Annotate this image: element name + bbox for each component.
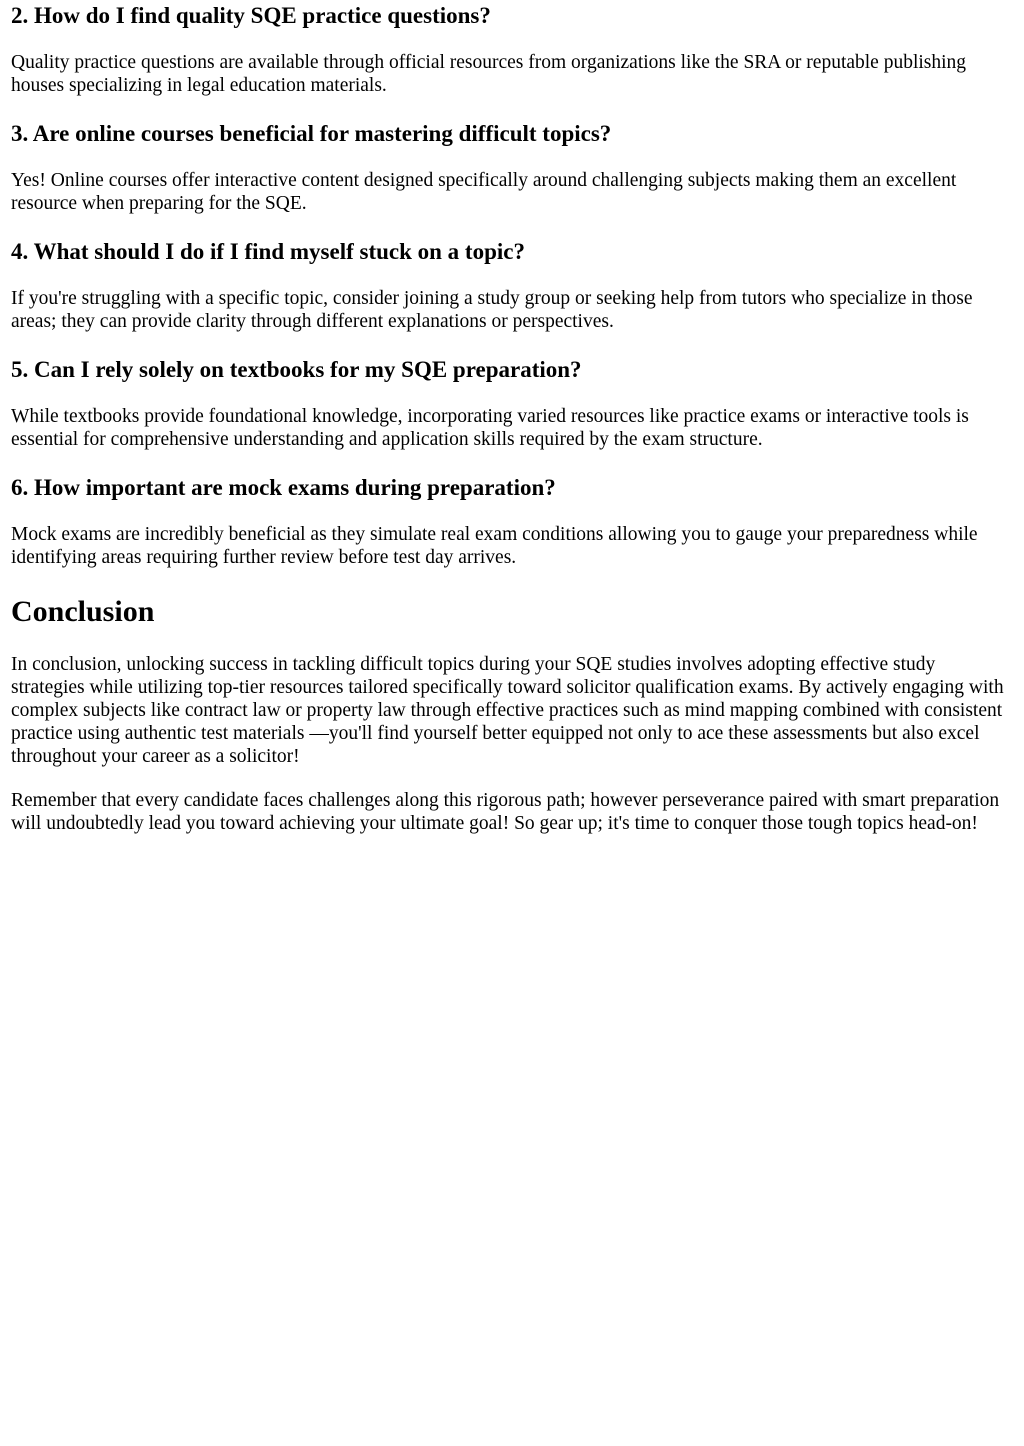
faq-item (11, 238, 1013, 333)
faq-item (11, 120, 1013, 215)
faq-answer: Mock exams are incredibly beneficial as they simulate real exam conditions allowing you to gauge your preparedness while identifying areas requiring further review before test day arrives. (11, 524, 978, 568)
faq-item (11, 474, 1013, 569)
faq-question: 6. How important are mock exams during preparation? (11, 475, 556, 500)
faq-question: 3. Are online courses beneficial for mastering difficult topics? (11, 121, 612, 146)
faq-question: 4. What should I do if I find myself stuck on a topic? (11, 239, 525, 264)
faq-answer: Yes! Online courses offer interactive content designed specifically around challenging subjects making them an excellent resource when preparing for the SQE. (11, 170, 957, 214)
conclusion-heading: Conclusion (11, 595, 155, 628)
faq-answer: While textbooks provide foundational knowledge, incorporating varied resources like practice exams or interactive tools is essential for comprehensive understanding and application skills required by the exam structure. (11, 406, 969, 450)
faq-question: 5. Can I rely solely on textbooks for my SQE preparation? (11, 357, 582, 382)
faq-answer: Quality practice questions are available through official resources from organizations like the SRA or reputable publishing houses specializing in legal education materials. (11, 52, 967, 96)
faq-item (11, 0, 1013, 97)
conclusion-section (11, 594, 1013, 835)
faq-item (11, 356, 1013, 451)
faq-question: 2. How do I find quality SQE practice questions? (11, 3, 491, 28)
conclusion-paragraph: In conclusion, unlocking success in tackling difficult topics during your SQE studies involves adopting effective study strategies while utilizing top-tier resources tailored specifically toward solicitor qualification exams. By actively engaging with complex subjects like contract law or property law through effective practices such as mind mapping combined with consistent practice using authentic test materials —you'll find yourself better equipped not only to ace these assessments but also excel throughout your career as a solicitor! (11, 654, 1004, 767)
faq-answer: If you're struggling with a specific topic, consider joining a study group or seeking help from tutors who specialize in those areas; they can provide clarity through different explanations or perspectives. (11, 288, 973, 332)
conclusion-paragraph: Remember that every candidate faces challenges along this rigorous path; however perseverance paired with smart preparation will undoubtedly lead you toward achieving your ultimate goal! So gear up; it's time to conquer those tough topics head-on! (11, 790, 1000, 834)
